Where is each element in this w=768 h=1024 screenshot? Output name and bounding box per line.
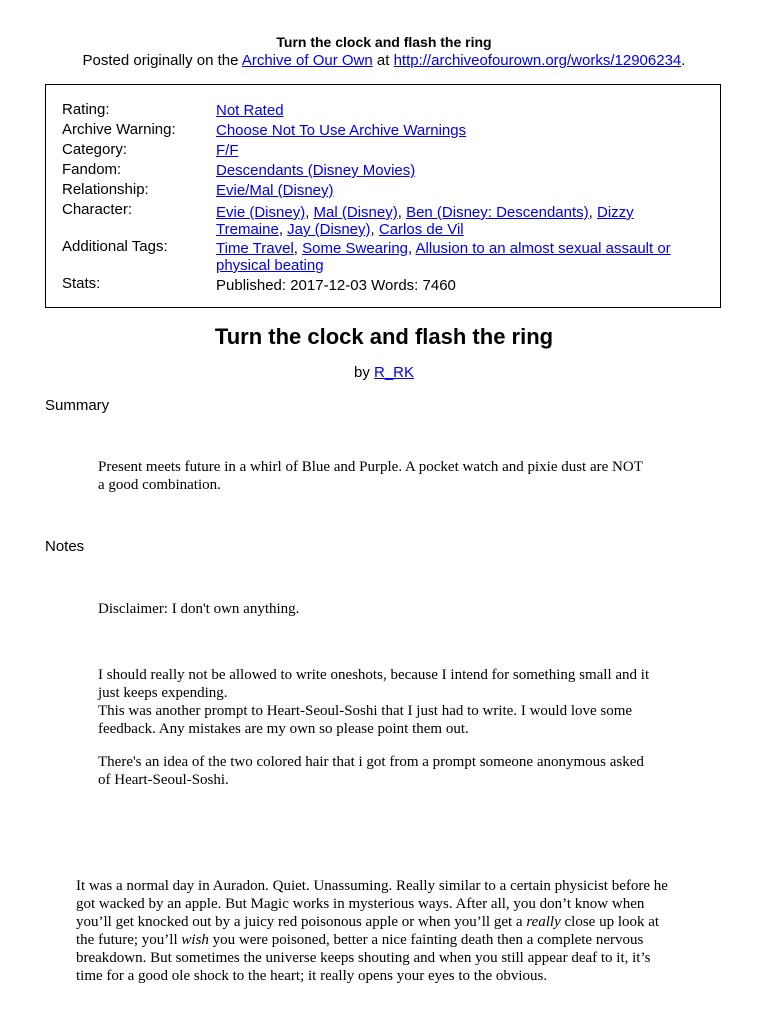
summary-heading: Summary <box>45 397 110 414</box>
relationship-link[interactable]: Evie/Mal (Disney) <box>216 182 334 199</box>
tag-link[interactable]: physical beating <box>216 257 324 274</box>
character-link[interactable]: Tremaine <box>216 221 279 238</box>
separator: , <box>293 240 303 257</box>
posted-prefix: Posted originally on the <box>82 52 242 69</box>
category-link[interactable]: F/F <box>216 142 239 159</box>
warning-link[interactable]: Choose Not To Use Archive Warnings <box>216 122 467 139</box>
notes-heading: Notes <box>45 538 85 555</box>
author-link[interactable]: R_RK <box>374 364 415 381</box>
notes-paragraph-1 <box>98 666 649 738</box>
separator: , <box>408 240 416 257</box>
story-fragment: close up look at <box>560 914 660 930</box>
character-link[interactable]: Jay (Disney) <box>287 221 371 238</box>
notes-paragraph-2 <box>98 753 644 789</box>
posted-line <box>0 52 768 69</box>
notes-line: There's an idea of the two colored hair that i got from a prompt someone anonymous asked <box>98 754 644 770</box>
posted-suffix: . <box>681 52 686 69</box>
tags-label: Additional Tags: <box>62 238 168 255</box>
emphasis-really: really <box>526 914 561 930</box>
character-link[interactable]: Mal (Disney) <box>313 204 398 221</box>
notes-line: just keeps expending. <box>98 685 228 701</box>
story-line: time for a good ole shock to the heart; it really opens your eyes to the obvious. <box>76 968 548 984</box>
relationship-label: Relationship: <box>62 181 149 198</box>
summary-text <box>98 458 643 494</box>
fandom-label: Fandom: <box>62 161 122 178</box>
category-label: Category: <box>62 141 128 158</box>
story-fragment: you’ll get knocked out by a juicy red poisonous apple or when you’ll get a <box>76 914 527 930</box>
character-label: Character: <box>62 201 133 218</box>
notes-line: feedback. Any mistakes are my own so please point them out. <box>98 721 469 737</box>
separator: , <box>370 221 379 238</box>
stats-value: Published: 2017-12-03 Words: 7460 <box>216 277 456 294</box>
posted-mid: at <box>372 52 394 69</box>
rating-label: Rating: <box>62 101 110 118</box>
byline <box>0 364 768 381</box>
story-line: breakdown. But sometimes the universe keeps shouting and when you still appear deaf to it, it’s <box>76 950 651 966</box>
character-link[interactable]: Carlos de Vil <box>378 221 464 238</box>
notes-line: I should really not be allowed to write oneshots, because I intend for something small and it <box>98 667 650 683</box>
archive-link[interactable]: Archive of Our Own <box>241 52 373 69</box>
summary-line: Present meets future in a whirl of Blue and Purple. A pocket watch and pixie dust are NOT <box>98 459 643 475</box>
separator: , <box>397 204 407 221</box>
story-fragment: the future; you’ll <box>76 932 182 948</box>
story-line: got wacked by an apple. But Magic works in mysterious ways. After all, you don’t know when <box>76 896 645 912</box>
notes-line: of Heart-Seoul-Soshi. <box>98 772 229 788</box>
story-text <box>76 877 668 985</box>
separator: , <box>278 221 288 238</box>
stats-label: Stats: <box>62 275 101 292</box>
story-line: It was a normal day in Auradon. Quiet. Unassuming. Really similar to a certain physicist before he <box>76 878 668 894</box>
separator: , <box>305 204 314 221</box>
notes-line: This was another prompt to Heart-Seoul-Soshi that I just had to write. I would love some <box>98 703 633 719</box>
story-line <box>76 913 668 931</box>
character-link[interactable]: Ben (Disney: Descendants) <box>406 204 589 221</box>
summary-line: a good combination. <box>98 477 221 493</box>
separator: , <box>588 204 597 221</box>
work-title: Turn the clock and flash the ring <box>214 324 554 349</box>
emphasis-wish: wish <box>181 932 209 948</box>
character-link[interactable]: Dizzy <box>597 204 634 221</box>
character-link[interactable]: Evie (Disney) <box>216 204 306 221</box>
warning-label: Archive Warning: <box>62 121 176 138</box>
rating-link[interactable]: Not Rated <box>216 102 284 119</box>
tag-link[interactable]: Time Travel <box>216 240 294 257</box>
story-fragment: you were poisoned, better a nice fainting death then a complete nervous <box>208 932 644 948</box>
by-text: by <box>353 364 374 381</box>
story-line <box>76 931 668 949</box>
tag-link[interactable]: Allusion to an almost sexual assault or <box>415 240 671 257</box>
work-url-link[interactable]: http://archiveofourown.org/works/12906234 <box>393 52 682 69</box>
tag-link[interactable]: Some Swearing <box>302 240 409 257</box>
header-title: Turn the clock and flash the ring <box>276 34 492 50</box>
metadata-box <box>45 84 721 308</box>
disclaimer-text: Disclaimer: I don't own anything. <box>98 601 300 617</box>
fandom-link[interactable]: Descendants (Disney Movies) <box>216 162 416 179</box>
